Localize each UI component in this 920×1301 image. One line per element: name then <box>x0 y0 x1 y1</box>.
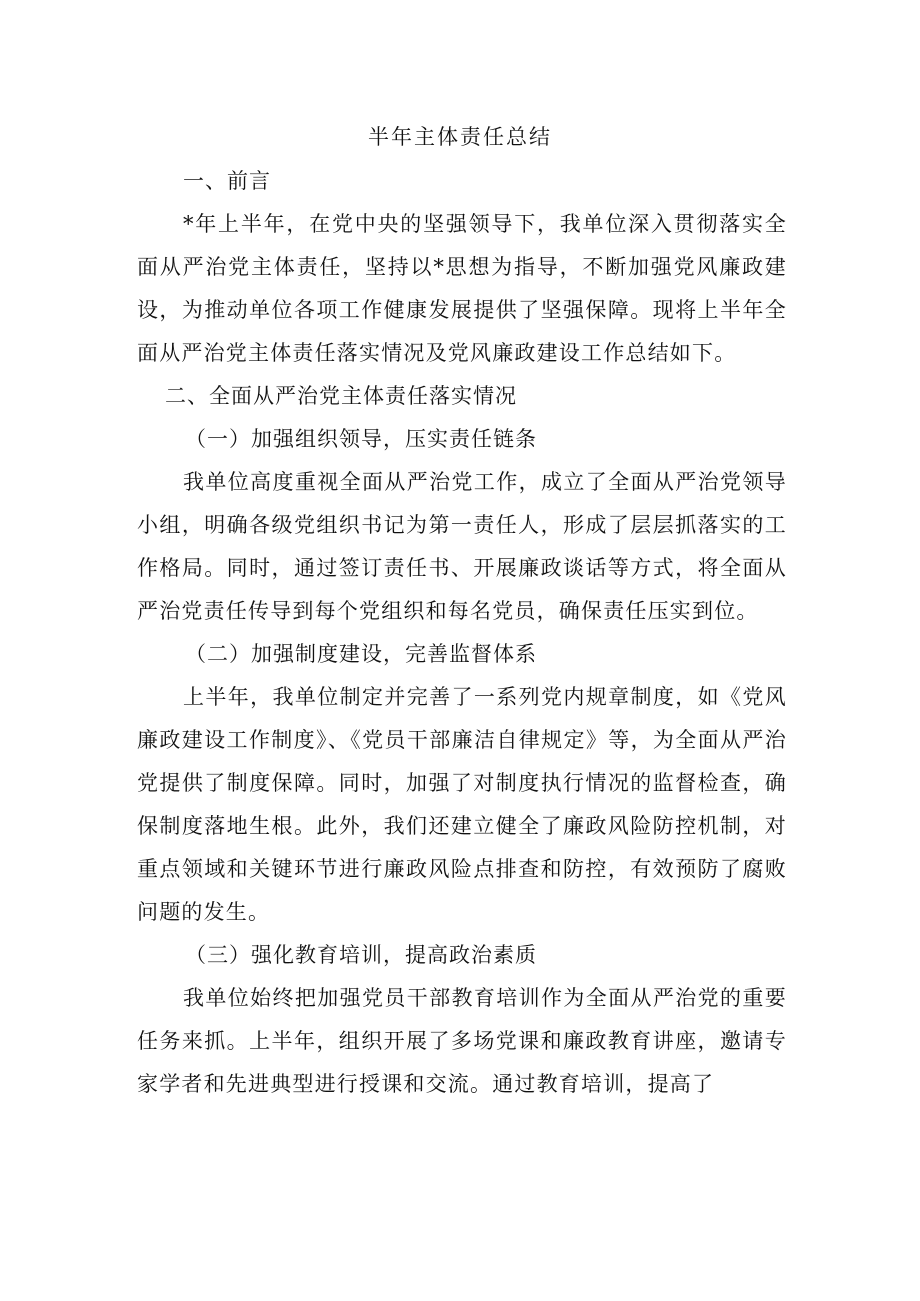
paragraph-organization: 我单位高度重视全面从严治党工作，成立了全面从严治党领导小组，明确各级党组织书记为第一责任人，形成了层层抓落实的工作格局。同时，通过签订责任书、开展廉政谈话等方式，将全面从严治党责任传导到每个党组织和每名党员，确保责任压实到位。 <box>137 470 787 623</box>
subsection-heading-organization: （一）加强组织领导，压实责任链条 <box>185 427 537 451</box>
paragraph-training: 我单位始终把加强党员干部教育培训作为全面从严治党的重要任务来抓。上半年，组织开展了多场党课和廉政教育讲座，邀请专家学者和先进典型进行授课和交流。通过教育培训，提高了 <box>137 986 787 1096</box>
subsection-heading-institution: （二）加强制度建设，完善监督体系 <box>185 642 537 666</box>
paragraph-preface: *年上半年，在党中央的坚强领导下，我单位深入贯彻落实全面从严治党主体责任，坚持以*思想为指导，不断加强党风廉政建设，为推动单位各项工作健康发展提供了坚强保障。现将上半年全面从严治党主体责任落实情况及党风廉政建设工作总结如下。 <box>137 212 787 365</box>
document-body <box>137 160 787 1106</box>
paragraph-institution: 上半年，我单位制定并完善了一系列党内规章制度，如《党风廉政建设工作制度》、《党员干部廉洁自律规定》等，为全面从严治党提供了制度保障。同时，加强了对制度执行情况的监督检查，确保制度落地生根。此外，我们还建立健全了廉政风险防控机制，对重点领域和关键环节进行廉政风险点排查和防控，有效预防了腐败问题的发生。 <box>137 685 787 924</box>
section-heading-implementation: 二、全面从严治党主体责任落实情况 <box>165 384 517 408</box>
subsection-heading-training: （三）强化教育培训，提高政治素质 <box>185 943 537 967</box>
section-heading-preface: 一、前言 <box>183 169 271 193</box>
document-title: 半年主体责任总结 <box>368 125 552 149</box>
